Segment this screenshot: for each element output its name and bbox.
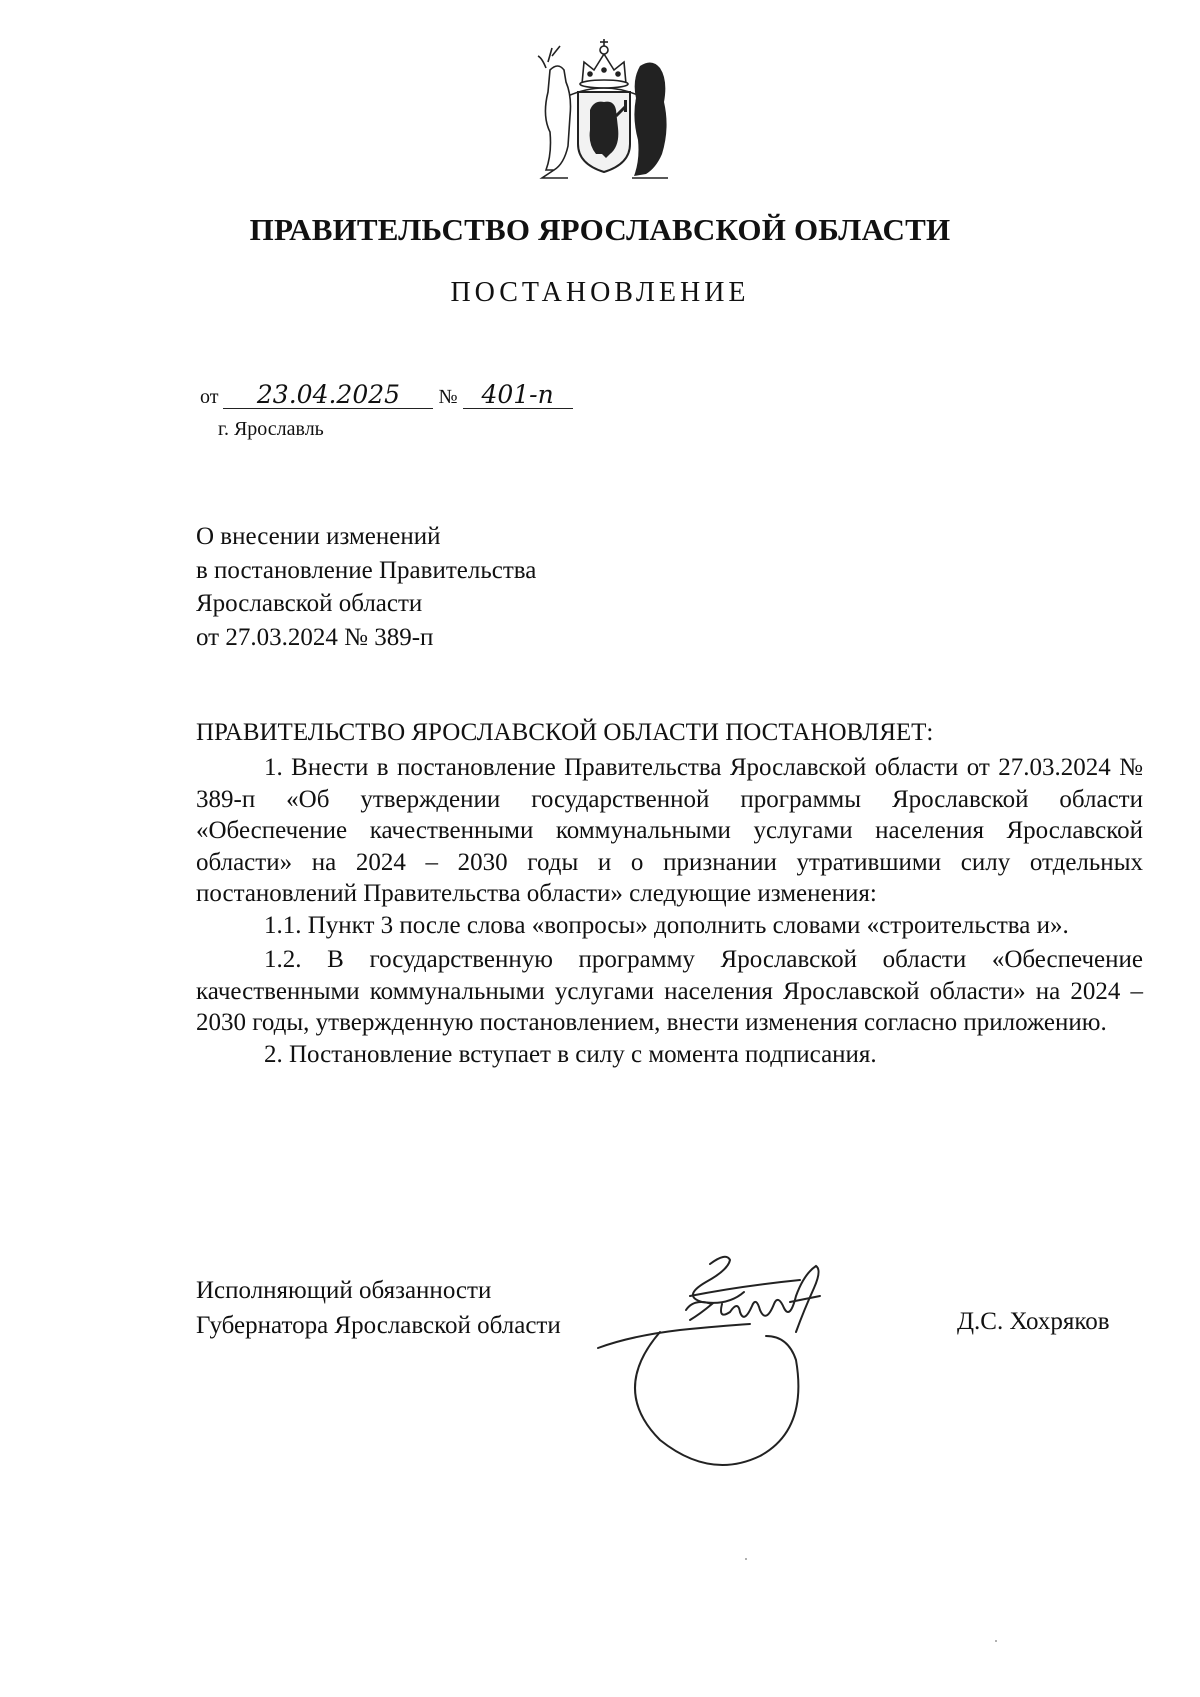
position-line: Губернатора Ярославской области — [196, 1312, 561, 1339]
decree-heading: ПРАВИТЕЛЬСТВО ЯРОСЛАВСКОЙ ОБЛАСТИ ПОСТАНОВЛЯЕТ: — [196, 719, 934, 746]
paragraph: 2. Постановление вступает в силу с момента подписания. — [264, 1040, 877, 1068]
position-line: Исполняющий обязанности — [196, 1277, 492, 1304]
handwritten-signature-icon — [590, 1240, 910, 1480]
subject-line: от 27.03.2024 № 389-п — [196, 623, 434, 651]
document-subject — [196, 520, 716, 654]
number-prefix: № — [438, 386, 458, 408]
scan-artifact — [745, 1558, 747, 1560]
coat-of-arms-icon — [528, 36, 680, 186]
document-number: 401-п — [463, 382, 573, 409]
document-meta — [200, 382, 573, 409]
signatory-name: Д.С. Хохряков — [957, 1308, 1110, 1335]
date-prefix: от — [200, 386, 219, 408]
subject-line: в постановление Правительства — [196, 556, 537, 584]
scan-artifact — [995, 1640, 997, 1642]
subject-line: О внесении изменений — [196, 523, 441, 550]
document-body — [196, 752, 1143, 1070]
paragraph: 1. Внести в постановление Правительства Ярославской области от 27.03.2024 № 389-п «Об утверждении государственной программы Ярославской области «Обеспечение качественными коммунальными услугами населения Ярославской области» на 2024 – 2030 годы и о признании утратившими силу отдельных постановлений Правительства области» следующие изменения: — [196, 754, 1143, 907]
document-date: 23.04.2025 — [223, 382, 433, 409]
organization-title: ПРАВИТЕЛЬСТВО ЯРОСЛАВСКОЙ ОБЛАСТИ — [249, 212, 951, 247]
subject-line: Ярославской области — [196, 590, 423, 617]
document-type: ПОСТАНОВЛЕНИЕ — [450, 277, 750, 308]
signatory-position — [196, 1273, 561, 1343]
city: г. Ярославль — [218, 418, 324, 440]
paragraph: 1.2. В государственную программу Ярославской области «Обеспечение качественными коммунальными услугами населения Ярославской области» на 2024 – 2030 годы, утвержденную постановлением, внести изменения согласно приложению. — [196, 946, 1143, 1036]
paragraph: 1.1. Пункт 3 после слова «вопросы» дополнить словами «строительства и». — [264, 911, 1069, 939]
